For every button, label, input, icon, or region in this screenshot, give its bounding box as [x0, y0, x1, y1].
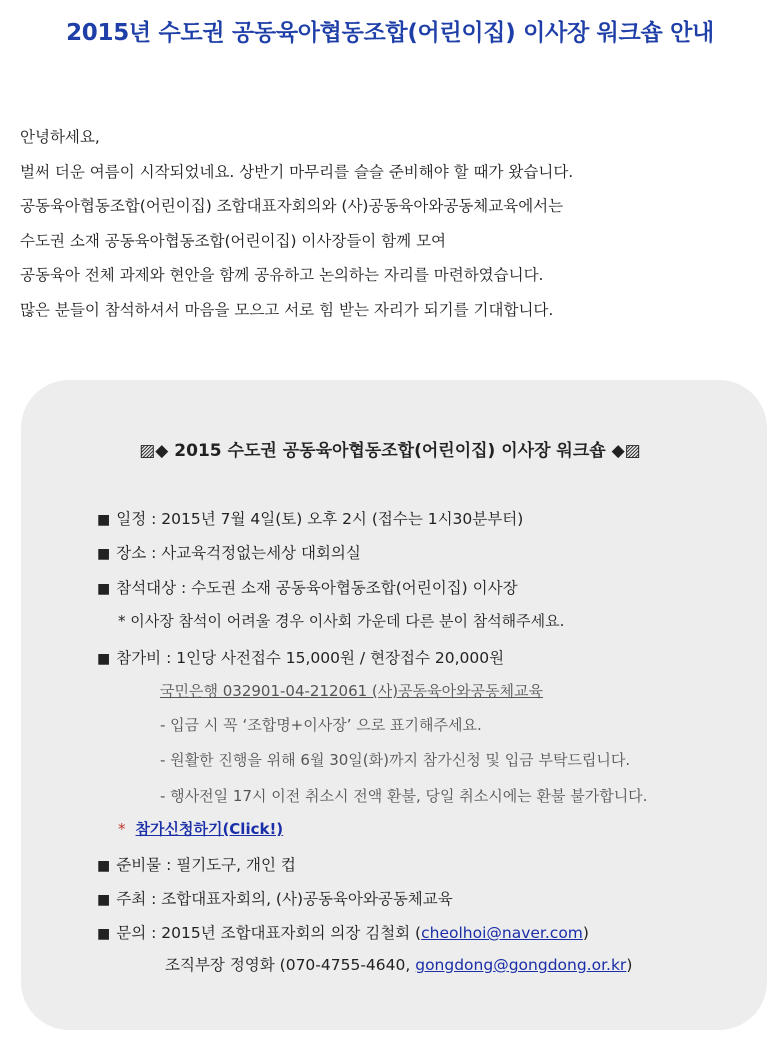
- contact-email-link[interactable]: cheolhoi@naver.com: [421, 924, 583, 942]
- contact-close: ): [582, 924, 589, 942]
- bank-account-text: 국민은행 032901-04-212061 (사)공동육아와공동체교육: [160, 682, 544, 700]
- fee-row: [97, 646, 504, 668]
- page-title: 2015년 수도권 공동육아협동조합(어린이집) 이사장 워크숍 안내: [66, 20, 714, 46]
- intro-line: 많은 분들이 참석하셔서 마음을 모으고 서로 힘 받는 자리가 되기를 기대합니다.: [20, 300, 554, 319]
- apply-link[interactable]: 참가신청하기(Click!): [135, 820, 284, 838]
- host-text: 주최 : 조합대표자회의, (사)공동육아와공동체교육: [116, 890, 453, 908]
- target-note: * 이사장 참석이 어려울 경우 이사회 가운데 다른 분이 참석해주세요.: [118, 612, 565, 630]
- place-row: [97, 541, 361, 563]
- intro-line: 수도권 소재 공동육아협동조합(어린이집) 이사장들이 함께 모여: [20, 231, 447, 250]
- bullet-square-icon: ■: [97, 892, 111, 908]
- contact2-row: [165, 953, 632, 975]
- panel-title: ▨◆ 2015 수도권 공동육아협동조합(어린이집) 이사장 워크숍 ◆▨: [139, 441, 641, 461]
- target-row: [97, 576, 518, 598]
- schedule-text: 일정 : 2015년 7월 4일(토) 오후 2시 (접수는 1시30분부터): [116, 510, 524, 528]
- contact-text: 문의 : 2015년 조합대표자회의 의장 김철회 (: [116, 924, 422, 942]
- contact2-text: 조직부장 정영화 (070-4755-4640,: [165, 956, 416, 974]
- target-text: 참석대상 : 수도권 소재 공동육아협동조합(어린이집) 이사장: [116, 579, 518, 597]
- bullet-square-icon: ■: [97, 581, 111, 597]
- schedule-row: [97, 507, 523, 529]
- supplies-row: [97, 853, 296, 875]
- bullet-square-icon: ■: [97, 858, 111, 874]
- bullet-square-icon: ■: [97, 651, 111, 667]
- intro-line: 벌써 더운 여름이 시작되었네요. 상반기 마무리를 슬슬 준비해야 할 때가 왔습니다.: [20, 162, 574, 181]
- fee-note: - 원활한 진행을 위해 6월 30일(화)까지 참가신청 및 입금 부탁드립니다.: [160, 751, 631, 769]
- bullet-square-icon: ■: [97, 546, 111, 562]
- host-row: [97, 887, 453, 909]
- intro-line: 공동육아 전체 과제와 현안을 함께 공유하고 논의하는 자리를 마련하였습니다.: [20, 266, 544, 284]
- contact-row: [97, 921, 589, 943]
- intro-line: 공동육아협동조합(어린이집) 조합대표자회의와 (사)공동육아와공동체교육에서는: [20, 197, 564, 215]
- bullet-square-icon: ■: [97, 512, 111, 528]
- bullet-square-icon: ■: [97, 926, 111, 942]
- place-text: 장소 : 사교육걱정없는세상 대회의실: [116, 544, 361, 562]
- intro-text: [20, 120, 760, 327]
- fee-note: - 행사전일 17시 이전 취소시 전액 환불, 당일 취소시에는 환불 불가합니다.: [160, 787, 648, 805]
- fee-text: 참가비 : 1인당 사전접수 15,000원 / 현장접수 20,000원: [116, 649, 505, 667]
- supplies-text: 준비물 : 필기도구, 개인 컵: [116, 856, 296, 874]
- intro-line: 안녕하세요,: [20, 128, 100, 146]
- fee-note: - 입금 시 꼭 ‘조합명+이사장’ 으로 표기해주세요.: [160, 716, 482, 734]
- contact2-close: ): [626, 956, 633, 974]
- star-icon: *: [118, 820, 126, 838]
- contact2-email-link[interactable]: gongdong@gongdong.or.kr: [415, 956, 627, 974]
- apply-row: [118, 818, 283, 839]
- bank-account: [160, 680, 543, 701]
